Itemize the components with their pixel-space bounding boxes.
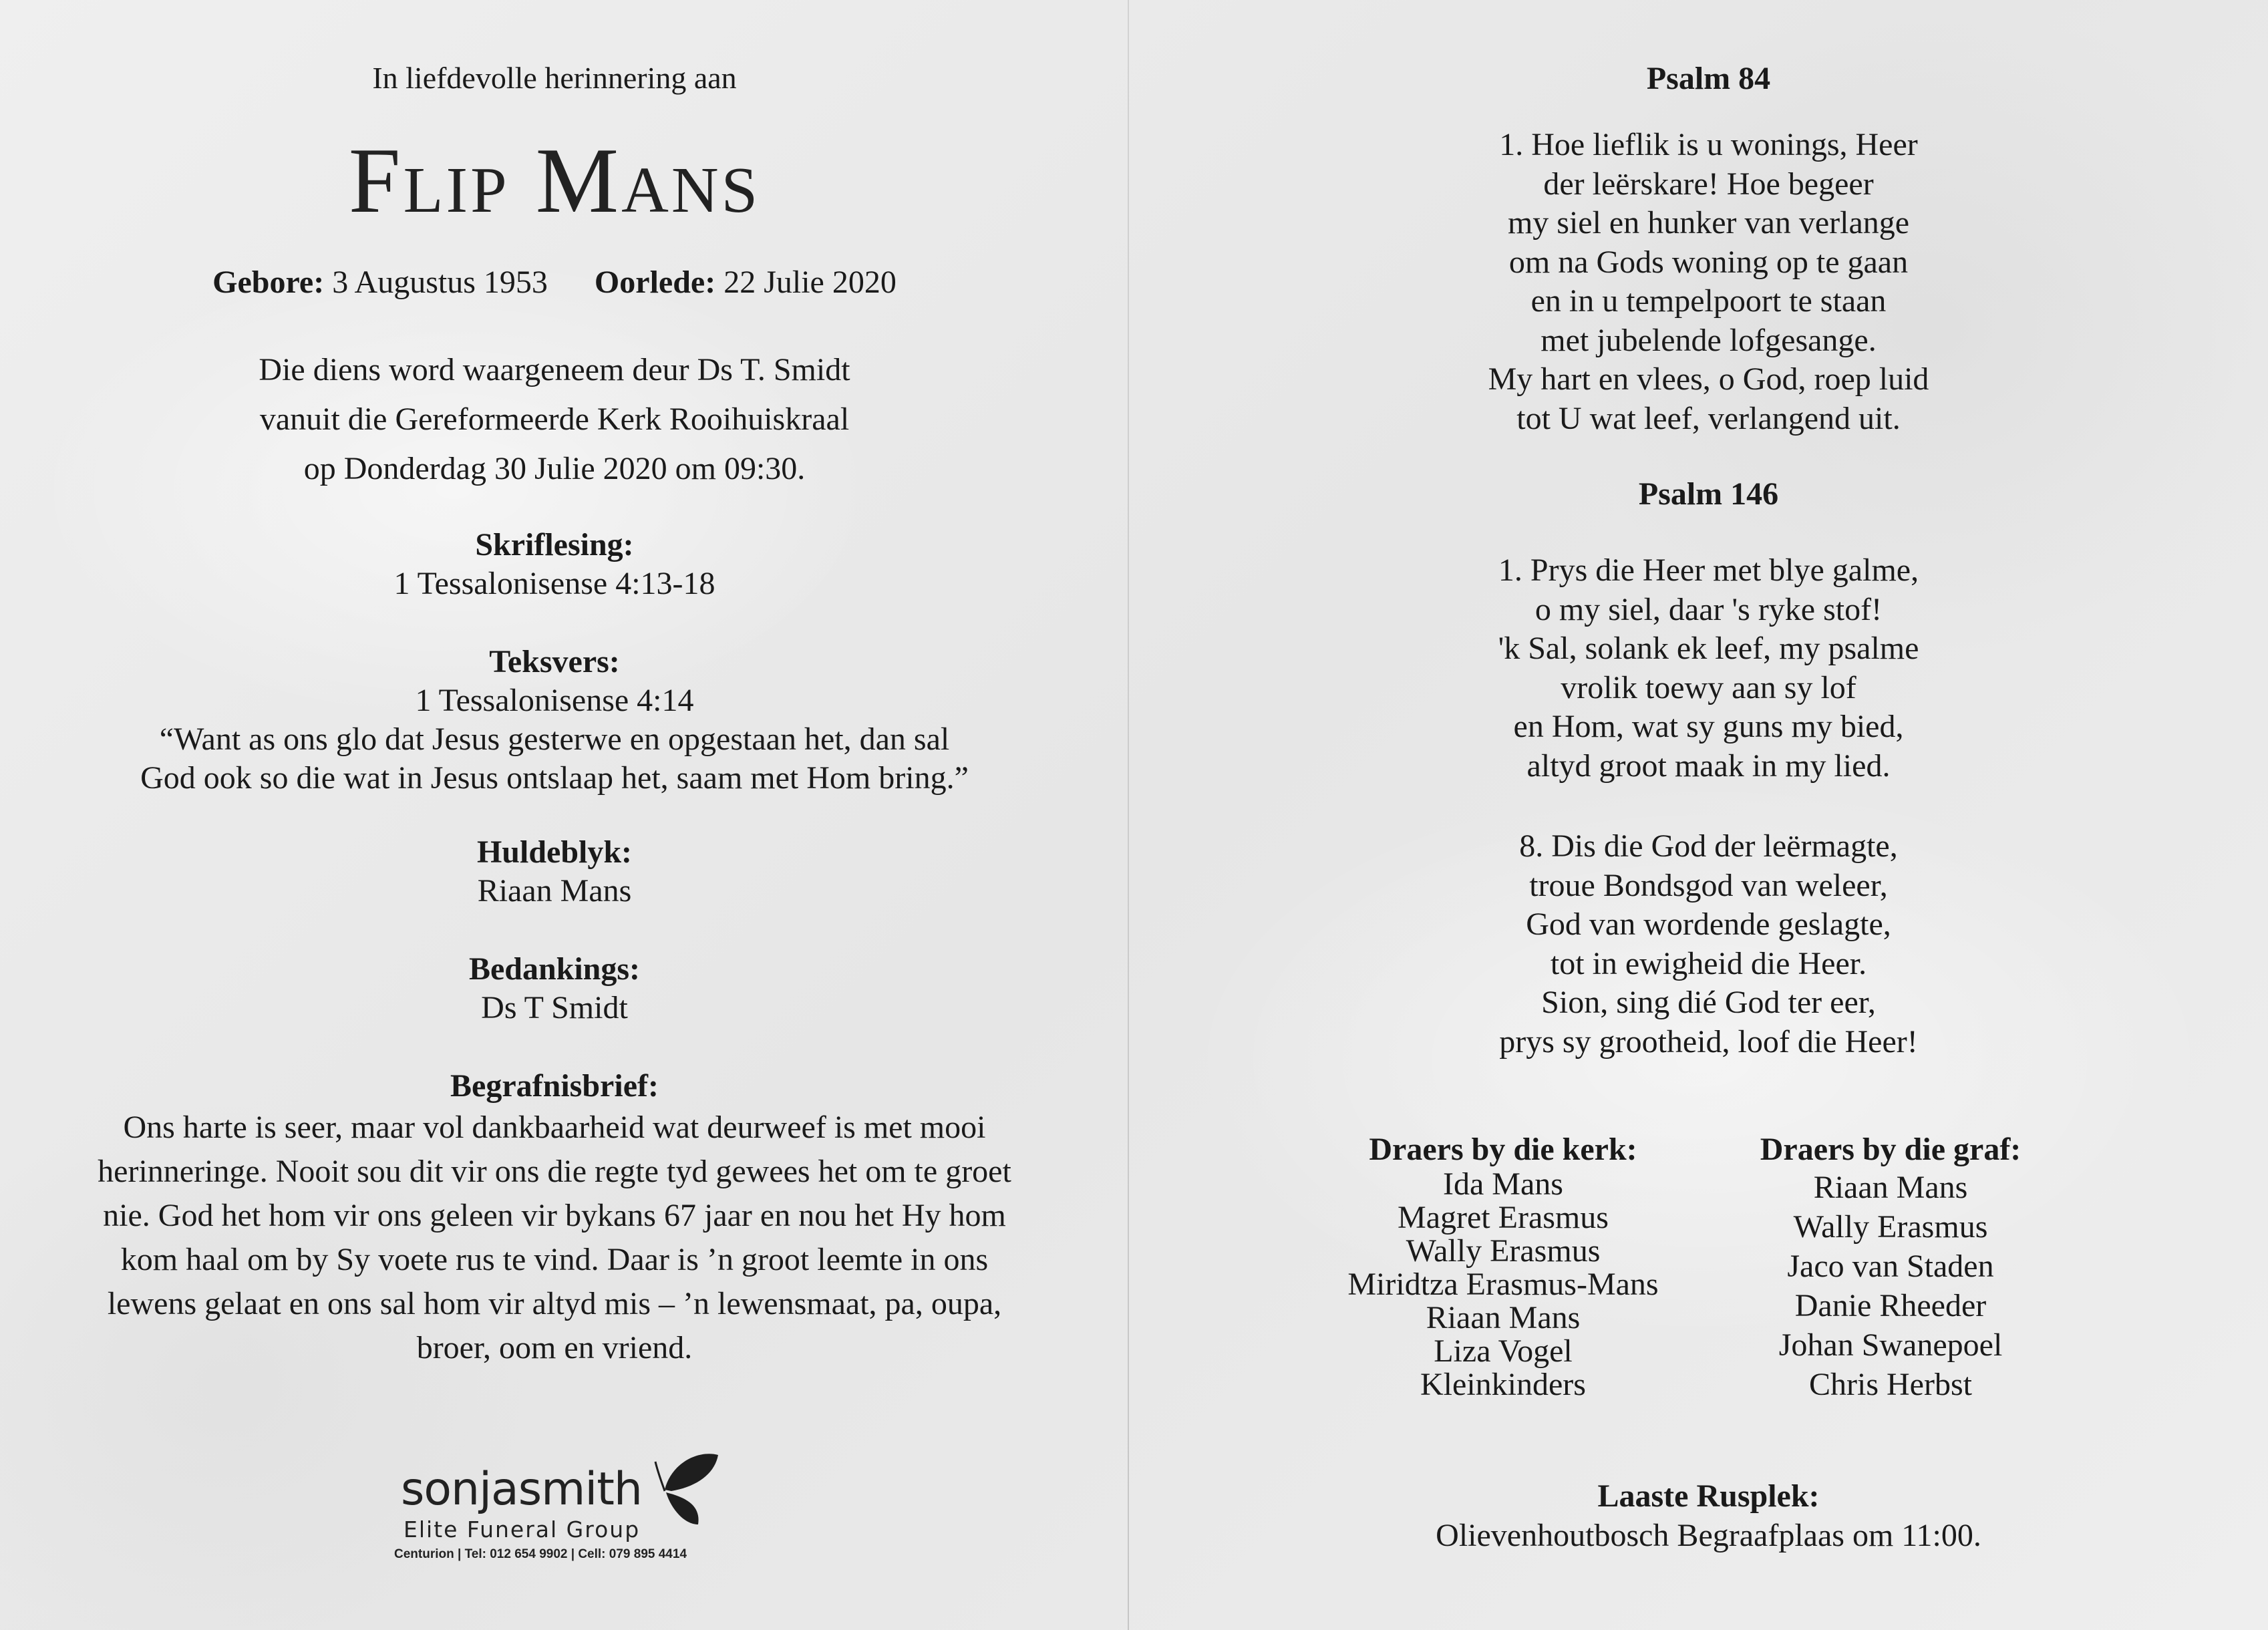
verse-line: My hart en vlees, o God, roep luid	[1488, 361, 1929, 397]
pallbearer-name: Johan Swanepoel	[1778, 1327, 2003, 1363]
verse-line: 1. Hoe lieflik is u wonings, Heer	[1499, 127, 1918, 162]
psalm-146-verse-1	[1149, 551, 2268, 786]
bedankings-section	[0, 950, 1109, 1027]
pallbearer-name: Chris Herbst	[1809, 1367, 1972, 1402]
skriflesing-title: Skriflesing:	[475, 527, 634, 562]
teksvers-quote-line: God ook so die wat in Jesus ontslaap het, saam met Hom bring.”	[140, 760, 969, 796]
deceased-name: Flip Mans	[348, 129, 761, 232]
verse-line: tot in ewigheid die Heer.	[1550, 945, 1867, 981]
pallbearer-name: Ida Mans	[1443, 1166, 1563, 1202]
teksvers-quote-line: “Want as ons glo dat Jesus gesterwe en opgestaan het, dan sal	[159, 721, 950, 757]
begrafnisbrief-text	[0, 1106, 1109, 1370]
died-label: Oorlede:	[594, 265, 716, 300]
teksvers-value: 1 Tessalonisense 4:14	[415, 683, 694, 718]
skriflesing-section	[0, 526, 1109, 603]
verse-line: om na Gods woning op te gaan	[1508, 244, 1909, 280]
verse-line: my siel en hunker van verlange	[1507, 205, 1910, 240]
service-line: vanuit die Gereformeerde Kerk Rooihuiskraal	[259, 401, 850, 437]
verse-line: met jubelende lofgesange.	[1541, 322, 1877, 358]
pallbearers-church-list	[1309, 1168, 1697, 1402]
bedankings-value: Ds T Smidt	[481, 990, 628, 1025]
psalm-146-title: Psalm 146	[1638, 476, 1779, 512]
pallbearer-name: Riaan Mans	[1426, 1300, 1581, 1335]
huldeblyk-section	[0, 833, 1109, 911]
pallbearers-grave-list	[1697, 1168, 2084, 1404]
verse-line: vrolik toewy aan sy lof	[1561, 669, 1856, 705]
begrafnisbrief-section	[0, 1067, 1109, 1370]
left-panel	[0, 0, 1109, 1630]
pallbearers-grave-title: Draers by die graf:	[1760, 1132, 2021, 1167]
logo-name: sonjasmith	[401, 1463, 643, 1516]
pallbearer-name: Riaan Mans	[1813, 1170, 1968, 1205]
verse-line: troue Bondsgod van weleer,	[1529, 867, 1888, 903]
pallbearer-name: Jaco van Staden	[1787, 1249, 1994, 1284]
psalm-146-verse-8	[1149, 827, 2268, 1062]
pallbearers-church-title: Draers by die kerk:	[1369, 1132, 1637, 1167]
pallbearer-name: Magret Erasmus	[1398, 1200, 1609, 1235]
intro-text: In liefdevolle herinnering aan	[372, 61, 737, 95]
fold-line	[1128, 0, 1129, 1630]
died-value: 22 Julie 2020	[723, 265, 897, 300]
born-value: 3 Augustus 1953	[332, 265, 548, 300]
psalm-84-title: Psalm 84	[1646, 61, 1771, 96]
begrafnisbrief-title: Begrafnisbrief:	[450, 1068, 659, 1104]
verse-line: Sion, sing dié God ter eer,	[1541, 985, 1876, 1020]
skriflesing-value: 1 Tessalonisense 4:13-18	[393, 566, 715, 601]
verse-line: altyd groot maak in my lied.	[1526, 748, 1891, 784]
verse-line: en Hom, wat sy guns my bied,	[1513, 709, 1904, 744]
service-line: op Donderdag 30 Julie 2020 om 09:30.	[303, 451, 806, 486]
verse-line: en in u tempelpoort te staan	[1530, 283, 1887, 319]
pallbearer-name: Kleinkinders	[1420, 1367, 1586, 1402]
letter-line: herinneringe. Nooit sou dit vir ons die regte tyd gewees het om te groet	[98, 1154, 1011, 1189]
pallbearer-name: Wally Erasmus	[1793, 1209, 1988, 1245]
huldeblyk-title: Huldeblyk:	[476, 834, 633, 870]
bedankings-title: Bedankings:	[468, 951, 641, 987]
verse-line: God van wordende geslagte,	[1526, 907, 1891, 942]
psalm-84-verse	[1149, 126, 2268, 438]
letter-line: kom haal om by Sy voete rus te vind. Daar is ’n groot leemte in ons	[120, 1242, 989, 1277]
verse-line: 1. Prys die Heer met blye galme,	[1498, 552, 1919, 588]
verse-line: prys sy grootheid, loof die Heer!	[1499, 1023, 1918, 1060]
pallbearers-church	[1309, 1131, 1697, 1402]
logo-contact: Centurion | Tel: 012 654 9902 | Cell: 079 895 4414	[394, 1547, 687, 1561]
resting-place-value: Olievenhoutbosch Begraafplaas om 11:00.	[1436, 1518, 1981, 1553]
pallbearer-name: Miridtza Erasmus-Mans	[1347, 1267, 1659, 1302]
verse-line: o my siel, daar 's ryke stof!	[1534, 591, 1883, 627]
logo-subtitle: Elite Funeral Group	[403, 1516, 641, 1542]
verse-line: 8. Dis die God der leërmagte,	[1519, 828, 1898, 864]
letter-line: nie. God het hom vir ons geleen vir bykans 67 jaar en nou het Hy hom	[103, 1198, 1006, 1233]
right-panel	[1149, 0, 2268, 1630]
funeral-home-logo	[394, 1450, 728, 1570]
letter-line: lewens gelaat en ons sal hom vir altyd mis – ’n lewensmaat, pa, oupa,	[107, 1286, 1002, 1321]
verse-line: 'k Sal, solank ek leef, my psalme	[1498, 631, 1919, 666]
verse-line: der leërskare! Hoe begeer	[1543, 166, 1874, 202]
service-details	[0, 345, 1109, 494]
teksvers-section	[0, 643, 1109, 798]
letter-line: broer, oom en vriend.	[416, 1330, 693, 1365]
dates-line	[0, 264, 1109, 301]
service-line: Die diens word waargeneem deur Ds T. Smidt	[259, 352, 850, 387]
butterfly-icon	[651, 1450, 725, 1530]
huldeblyk-value: Riaan Mans	[477, 873, 632, 909]
pallbearers-grave	[1697, 1131, 2084, 1404]
verse-line: tot U wat leef, verlangend uit.	[1516, 400, 1901, 436]
pallbearer-name: Danie Rheeder	[1794, 1288, 1987, 1323]
teksvers-title: Teksvers:	[489, 644, 620, 679]
pallbearer-name: Liza Vogel	[1434, 1333, 1573, 1369]
resting-place-title: Laaste Rusplek:	[1597, 1478, 1820, 1514]
letter-line: Ons harte is seer, maar vol dankbaarheid wat deurweef is met mooi	[123, 1110, 986, 1145]
pallbearer-name: Wally Erasmus	[1406, 1233, 1601, 1269]
born-label: Gebore:	[212, 265, 325, 300]
